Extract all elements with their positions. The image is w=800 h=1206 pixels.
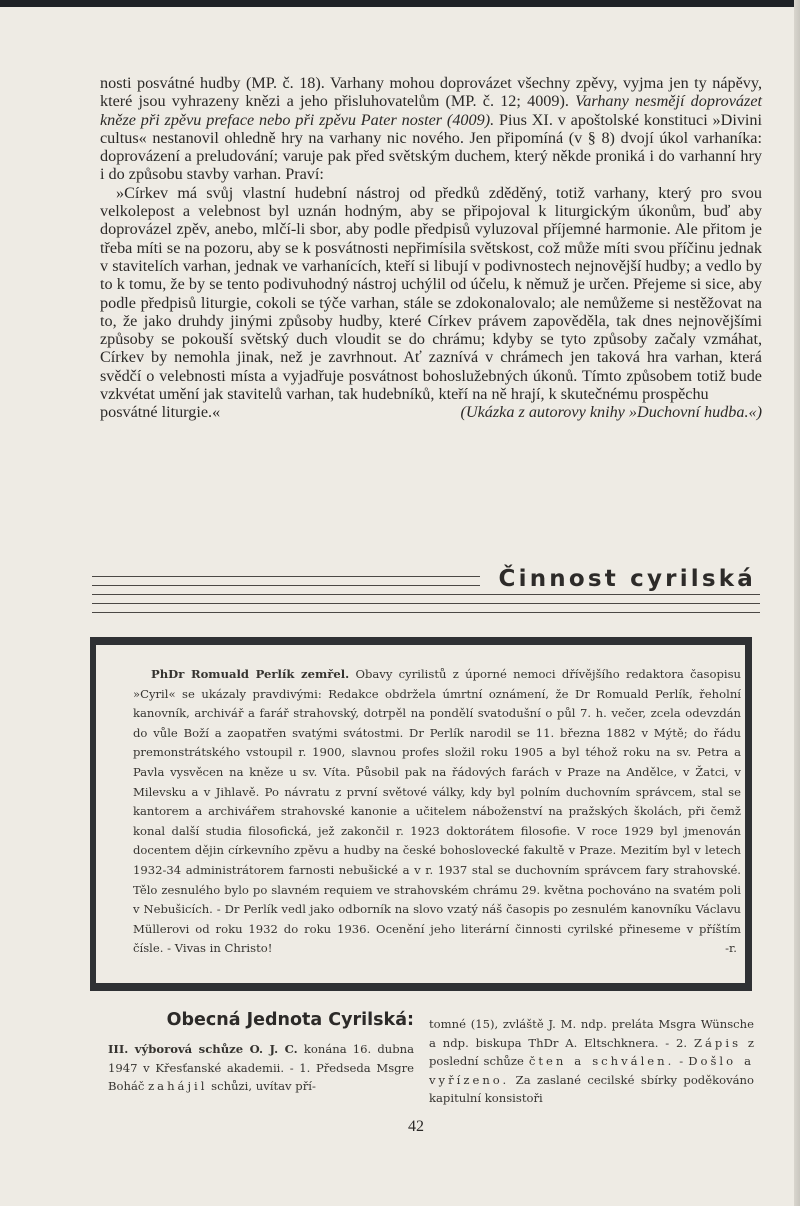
article-continuation (100, 74, 762, 422)
obituary-body: Obavy cyrilistů z úporné nemoci dřívějšího redaktora časopisu »Cyril« se ukázaly pravdivými: Redakce obdržela úmrtní oznámení, že Dr Romuald Perlík, řeholní kanovník, archivář a farář strahovský, dotrpěl na pondělí svatodušní o půl 7. h. večer, zcela odevzdán do vůle Boží a zaopatřen svatými svátostmi. Dr Perlík narodil se 11. března 1882 v Mýtě; do řádu premonstrátského vstoupil r. 1900, slavnou profes složil roku 1905 a byl téhož roku na sv. Petra a Pavla vysvěcen na kněze u sv. Víta. Působil pak na řádových farách v Praze na Andělce, v Žatci, v Milevsku a v Jihlavě. Po návratu z první světové války, kdy byl polním duchovním správcem, stal se kantorem a archivářem strahovské kanonie a učitelem náboženství na pražských školách, při čemž konal další studia filosofická, jež zakončil r. 1923 doktorátem filosofie. V roce 1929 byl jmenován docentem dějin církevního zpěvu a hudby na české bohoslovecké fakultě v Praze. Mezitím byl v letech 1932-34 administrátorem farnosti nebušické a v r. 1937 stal se duchovním správcem fary strahovské. Tělo zesnulého bylo po slavném requiem ve strahovském chrámu 29. května pochováno na svatém poli v Nebušicích. - Dr Perlík vedl jako odborník na slovo vzatý náš časopis po zesnulém kanovníku Václavu Müllerovi od roku 1932 do roku 1936. Ocenění jeho literární činnosti cyrilské přineseme v příštím čísle. - Vivas in Christo! (133, 667, 741, 956)
paragraph-text: Pius XI. v apoštolské konstituci »Divini cultus« nestanovil ohledně hry na varhany nic nového. Jen připomíná (v § 8) dvojí úkol varhaníka: doprovázení a preludování; varuje pak před světským duchem, který někde proniká i do varhanní hry i do způsobu stavby varhan. Praví: (100, 110, 763, 184)
ojc-text: tomné (15), zvláště J. M. ndp. preláta Msgra Wünsche a ndp. biskupa ThDr A. Eltschknera. - 2. (429, 1017, 754, 1050)
obituary-paragraph (133, 665, 741, 959)
ojc-spaced-text: Došlo a vyřízeno. (429, 1054, 754, 1087)
ojc-column-left (108, 1010, 414, 1096)
meeting-label: III. výborová schůze O. J. C. (108, 1042, 298, 1056)
section-title: Činnost cyrilská (498, 566, 756, 592)
ojc-spaced-text: Zápis (693, 1035, 742, 1050)
paragraph (100, 74, 762, 184)
page-number: 42 (408, 1118, 424, 1135)
quote-source: (Ukázka z autorovy knihy »Duchovní hudba.«) (460, 403, 762, 422)
ojc-spaced-text: čten a schválen. (528, 1054, 675, 1068)
ojc-text: schůzi, uvítav pří- (211, 1079, 316, 1093)
ojc-text: konána 16. dubna 1947 v Křesťanské akademii. - 1. Předseda Msgre Boháč (108, 1042, 415, 1093)
obituary-signature: -r. (725, 941, 737, 956)
ojc-text: Za zaslané cecilské sbírky poděkováno kapitulní konsistoři (429, 1072, 755, 1105)
obituary-headline: PhDr Romuald Perlík zemřel. (151, 667, 350, 681)
rule-line (92, 594, 760, 595)
ojc-text: z poslední schůze (429, 1035, 754, 1068)
quote-end-text: posvátné liturgie.« (100, 403, 221, 422)
rule-line (92, 612, 760, 613)
ojc-heading: Obecná Jednota Cyrilská: (166, 1010, 414, 1030)
ojc-spaced-text: zahájil (148, 1079, 208, 1093)
ojc-text-right (429, 1015, 754, 1108)
paragraph-text: nosti posvátné hudby (MP. č. 18). Varhany mohou doprovázet všechny zpěvy, vyjma jen ty nápěvy, které jsou vyhrazeny knězi a jeho přisluhovatelům (MP. č. 12; 4009). (100, 74, 762, 111)
quote-ending (100, 403, 762, 421)
ojc-text: - (679, 1054, 684, 1068)
obituary-notice (133, 665, 741, 959)
italic-rule: Varhany nesmějí doprovázet kněze při zpěvu preface nebo při zpěvu Pater noster (4009). (100, 92, 762, 129)
ojc-text-left (108, 1040, 414, 1096)
scan-top-edge (0, 0, 800, 7)
ojc-column-right (429, 1015, 754, 1108)
rule-line (92, 576, 480, 577)
scan-right-edge (794, 0, 800, 1206)
section-header (92, 566, 760, 626)
encyclical-quote: »Církev má svůj vlastní hudební nástroj od předků zděděný, totiž varhany, který pro svou velkolepost a velebnost byl uznán hodným, aby se připojoval k liturgickým úkonům, buď aby doprovázel zpěv, anebo, mlčí-li sbor, aby podle předpisů vyluzoval příjemné harmonie. Ale přitom je třeba míti se na pozoru, aby se k posvátnosti nepřimísila světskost, což může míti svou příčinu jednak v stavitelích varhan, jednak ve varhanících, kteří si libují v podivnostech nejnovější hudby; a vedlo by to k tomu, že by se tento podivuhodný nástroj uchýlil od účelu, k němuž je určen. Přejeme si sice, aby podle předpisů liturgie, cokoli se týče varhan, stále se zdokonalovalo; ale nemůžeme si nestěžovat na to, že jako druhdy jinými způsoby hudby, které Církev právem zapověděla, tak dnes nejnovějšími způsoby se pokouší světský duch vloudit se do chrámu; kdyby se tyto způsoby začaly vzmáhat, Církev by nemohla jinak, než je zavrhnout. Ať zaznívá v chrámech jen taková hra varhan, která svědčí o velebnosti místa a vyjadřuje posvátnost bohoslužebných úkonů. Tímto způsobem totiž bude vzkvétat umění jak stavitelů varhan, tak hudebníků, kteří na ně hrají, k skutečnému prospěchu (100, 183, 762, 404)
rule-line (92, 603, 760, 604)
rule-line (92, 585, 480, 586)
